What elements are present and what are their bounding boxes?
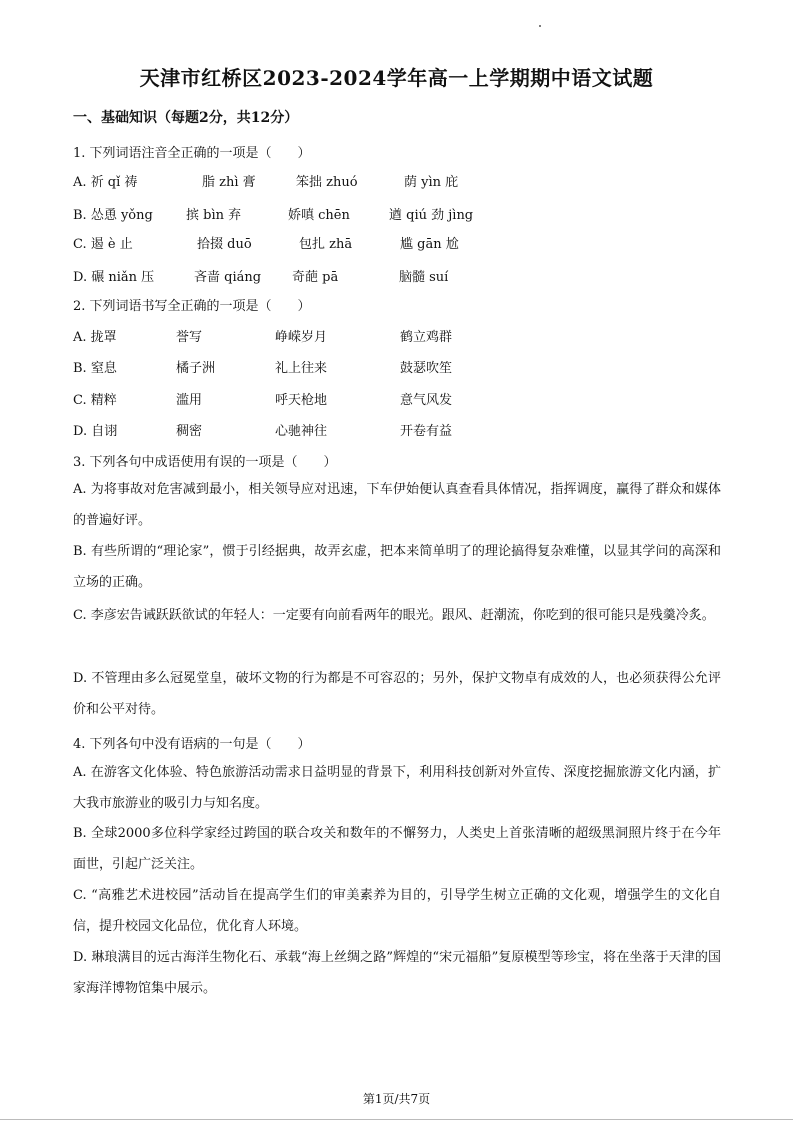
question-2-stem: 2. 下列词语书写全正确的一项是（ ） <box>73 299 311 314</box>
q2-c-2: 滥用 <box>176 393 203 408</box>
q4-option-b: B. 全球2000多位科学家经过跨国的联合攻关和数年的不懈努力，人类史上首张清晰的超级黑洞照片终于在今年面世，引起广泛关注。 <box>73 826 721 872</box>
q3-option-b: B. 有些所谓的“理论家”，惯于引经据典，故弄玄虚，把本来简单明了的理论搞得复杂难懂，以显其学问的高深和立场的正确。 <box>73 544 721 590</box>
q2-c-4: 意气风发 <box>400 393 453 408</box>
q1-d-3: 奇葩 pā <box>292 270 339 285</box>
q1-b-1: B. 怂恿 yǒng <box>73 208 153 223</box>
page-bottom-edge <box>0 1119 793 1120</box>
q2-d-1: D. 自诩 <box>73 424 118 439</box>
q2-c-1: C. 精粹 <box>73 393 117 408</box>
q1-c-4: 尴 gān 尬 <box>400 237 459 252</box>
q1-d-2: 吝啬 qiáng <box>194 270 262 285</box>
q1-b-3: 娇嗔 chēn <box>288 208 350 223</box>
q4-option-c: C. “高雅艺术进校园”活动旨在提高学生们的审美素养为目的，引导学生树立正确的文化观，增强学生的文化自信，提升校园文化品位，优化育人环境。 <box>73 888 721 934</box>
q3-option-d: D. 不管理由多么冠冕堂皇，破坏文物的行为都是不可容忍的；另外，保护文物卓有成效的人，也必须获得公允评价和公平对待。 <box>73 671 721 717</box>
q1-c-2: 拾掇 duō <box>197 237 252 252</box>
q1-d-4: 脑髓 suí <box>399 270 449 285</box>
exam-title: 天津市红桥区2023-2024学年高一上学期期中语文试题 <box>139 66 654 90</box>
q2-b-1: B. 窒息 <box>73 361 117 376</box>
q3-option-c: C. 李彦宏告诫跃跃欲试的年轻人：一定要有向前看两年的眼光。跟风、赶潮流，你吃到的很可能只是残羹冷炙。 <box>73 608 715 623</box>
q4-option-a: A. 在游客文化体验、特色旅游活动需求日益明显的背景下，利用科技创新对外宣传、深度挖掘旅游文化内涵，扩大我市旅游业的吸引力与知名度。 <box>73 765 721 811</box>
q1-b-2: 摈 bìn 弃 <box>186 208 242 223</box>
q2-d-3: 心驰神往 <box>275 424 328 439</box>
section-heading: 一、基础知识（每题2分，共12分） <box>73 110 299 126</box>
q2-a-3: 峥嵘岁月 <box>275 330 328 345</box>
page-number: 第1页/共7页 <box>362 1092 431 1106</box>
q2-b-2: 橘子洲 <box>176 361 216 376</box>
question-3-stem: 3. 下列各句中成语使用有误的一项是（ ） <box>73 455 337 470</box>
scan-dot <box>539 25 541 27</box>
q1-d-1: D. 碾 niǎn 压 <box>73 270 155 285</box>
q1-a-3: 笨拙 zhuó <box>296 175 358 190</box>
q2-a-4: 鹤立鸡群 <box>400 330 453 345</box>
q2-a-1: A. 拢罩 <box>73 330 117 345</box>
q1-b-4: 遒 qiú 劲 jìng <box>389 208 474 223</box>
q2-a-2: 誉写 <box>176 330 203 345</box>
q2-d-2: 稠密 <box>176 424 203 439</box>
question-4-stem: 4. 下列各句中没有语病的一句是（ ） <box>73 737 311 752</box>
q3-option-a: A. 为将事故对危害减到最小，相关领导应对迅速，下车伊始便认真查看具体情况，指挥调度，赢得了群众和媒体的普遍好评。 <box>73 482 721 528</box>
q2-b-3: 礼上往来 <box>275 361 328 376</box>
question-1-stem: 1. 下列词语注音全正确的一项是（ ） <box>73 146 311 161</box>
q1-a-1: A. 祈 qǐ 祷 <box>73 175 138 190</box>
q1-a-4: 荫 yìn 庇 <box>404 175 459 190</box>
q4-option-d: D. 琳琅满目的远古海洋生物化石、承载“海上丝绸之路”辉煌的“宋元福船”复原模型等珍宝，将在坐落于天津的国家海洋博物馆集中展示。 <box>73 950 721 996</box>
q1-c-1: C. 遏 è 止 <box>73 237 133 252</box>
q2-c-3: 呼天枪地 <box>275 393 328 408</box>
q1-a-2: 脂 zhì 膏 <box>202 175 256 190</box>
q2-b-4: 鼓瑟吹笙 <box>400 361 453 376</box>
q2-d-4: 开卷有益 <box>400 424 453 439</box>
q1-c-3: 包扎 zhā <box>299 237 353 252</box>
